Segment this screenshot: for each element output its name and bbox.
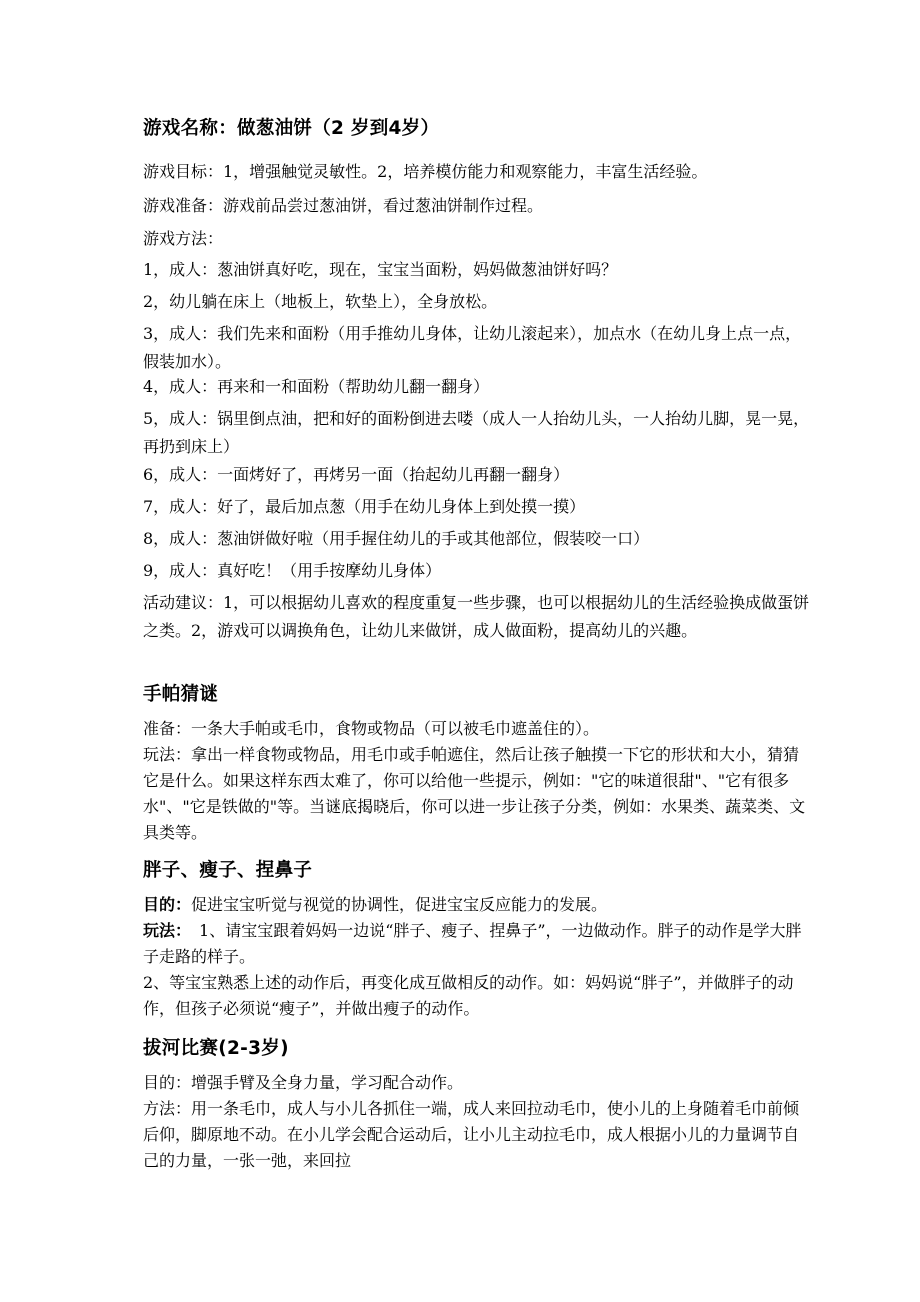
section2-prep: 准备：一条大手帕或毛巾，食物或物品（可以被毛巾遮盖住的）。 [143, 719, 600, 738]
section3-goal-label: 目的： [143, 895, 192, 914]
section1-title: 游戏名称：做葱油饼（2 岁到4岁） [143, 118, 440, 139]
section4-method: 方法：用一条毛巾，成人与小儿各抓住一端，成人来回拉动毛巾，使小儿的上身随着毛巾前倾后仰，脚原地不动。在小儿学会配合运动后，让小儿主动拉毛巾，成人根据小儿的力量调节自己的力量，一张一弛，来回拉 [143, 1099, 800, 1170]
section1-step-4: 4，成人：再来和一和面粉（帮助幼儿翻一翻身） [143, 377, 490, 396]
section1-prep: 游戏准备：游戏前品尝过葱油饼，看过葱油饼制作过程。 [143, 196, 544, 215]
section3-title: 胖子、瘦子、捏鼻子 [143, 860, 313, 881]
section1-step-3: 3，成人：我们先来和面粉（用手推幼儿身体，让幼儿滚起来），加点水（在幼儿身上点一点，假装加水）。 [143, 324, 802, 371]
section1-step-6: 6，成人：一面烤好了，再烤另一面（抬起幼儿再翻一翻身） [143, 465, 570, 484]
section1-goal: 游戏目标：1，增强触觉灵敏性。2，培养模仿能力和观察能力，丰富生活经验。 [143, 162, 708, 181]
section1-step-7: 7，成人：好了，最后加点葱（用手在幼儿身体上到处摸一摸） [143, 497, 586, 516]
section3-goal-text: 促进宝宝听觉与视觉的协调性，促进宝宝反应能力的发展。 [191, 895, 608, 914]
section3-goal [143, 892, 813, 918]
section3-play2: 2、等宝宝熟悉上述的动作后，再变化成互做相反的动作。如：妈妈说“胖子”，并做胖子的动作，但孩子必须说“瘦子”，并做出瘦子的动作。 [143, 973, 794, 1018]
section3-play-text: 1、请宝宝跟着妈妈一边说“胖子、瘦子、捏鼻子”，一边做动作。胖子的动作是学大胖子走路的样子。 [143, 921, 802, 966]
section1-method-label: 游戏方法： [143, 229, 224, 248]
section1-step-5: 5，成人：锅里倒点油，把和好的面粉倒进去喽（成人一人抬幼儿头，一人抬幼儿脚，晃一晃，再扔到床上） [143, 409, 810, 456]
section1-step-1: 1，成人：葱油饼真好吃，现在，宝宝当面粉，妈妈做葱油饼好吗？ [143, 260, 618, 279]
section2-play: 玩法：拿出一样食物或物品，用毛巾或手帕遮住，然后让孩子触摸一下它的形状和大小，猜猜它是什么。如果这样东西太难了，你可以给他一些提示，例如："它的味道很甜"、"它有很多水"、"它是铁做的"等。当谜底揭晓后，你可以进一步让孩子分类，例如：水果类、蔬菜类、文具类等。 [143, 745, 806, 842]
section1-step-2: 2，幼儿躺在床上（地板上，软垫上），全身放松。 [143, 292, 498, 311]
section4-goal: 目的：增强手臂及全身力量，学习配合动作。 [143, 1073, 464, 1092]
section1-suggestion: 活动建议：1，可以根据幼儿喜欢的程度重复一些步骤，也可以根据幼儿的生活经验换成做蛋饼之类。2，游戏可以调换角色，让幼儿来做饼，成人做面粉，提高幼儿的兴趣。 [143, 593, 810, 640]
section3-play [143, 918, 813, 970]
section1-step-9: 9，成人：真好吃！（用手按摩幼儿身体） [143, 561, 442, 580]
section3-play-label: 玩法： [143, 921, 184, 940]
section4-title: 拔河比赛(2-3岁) [143, 1038, 289, 1059]
section2-title: 手帕猜谜 [143, 684, 219, 705]
section1-step-8: 8，成人：葱油饼做好啦（用手握住幼儿的手或其他部位，假装咬一口） [143, 529, 650, 548]
